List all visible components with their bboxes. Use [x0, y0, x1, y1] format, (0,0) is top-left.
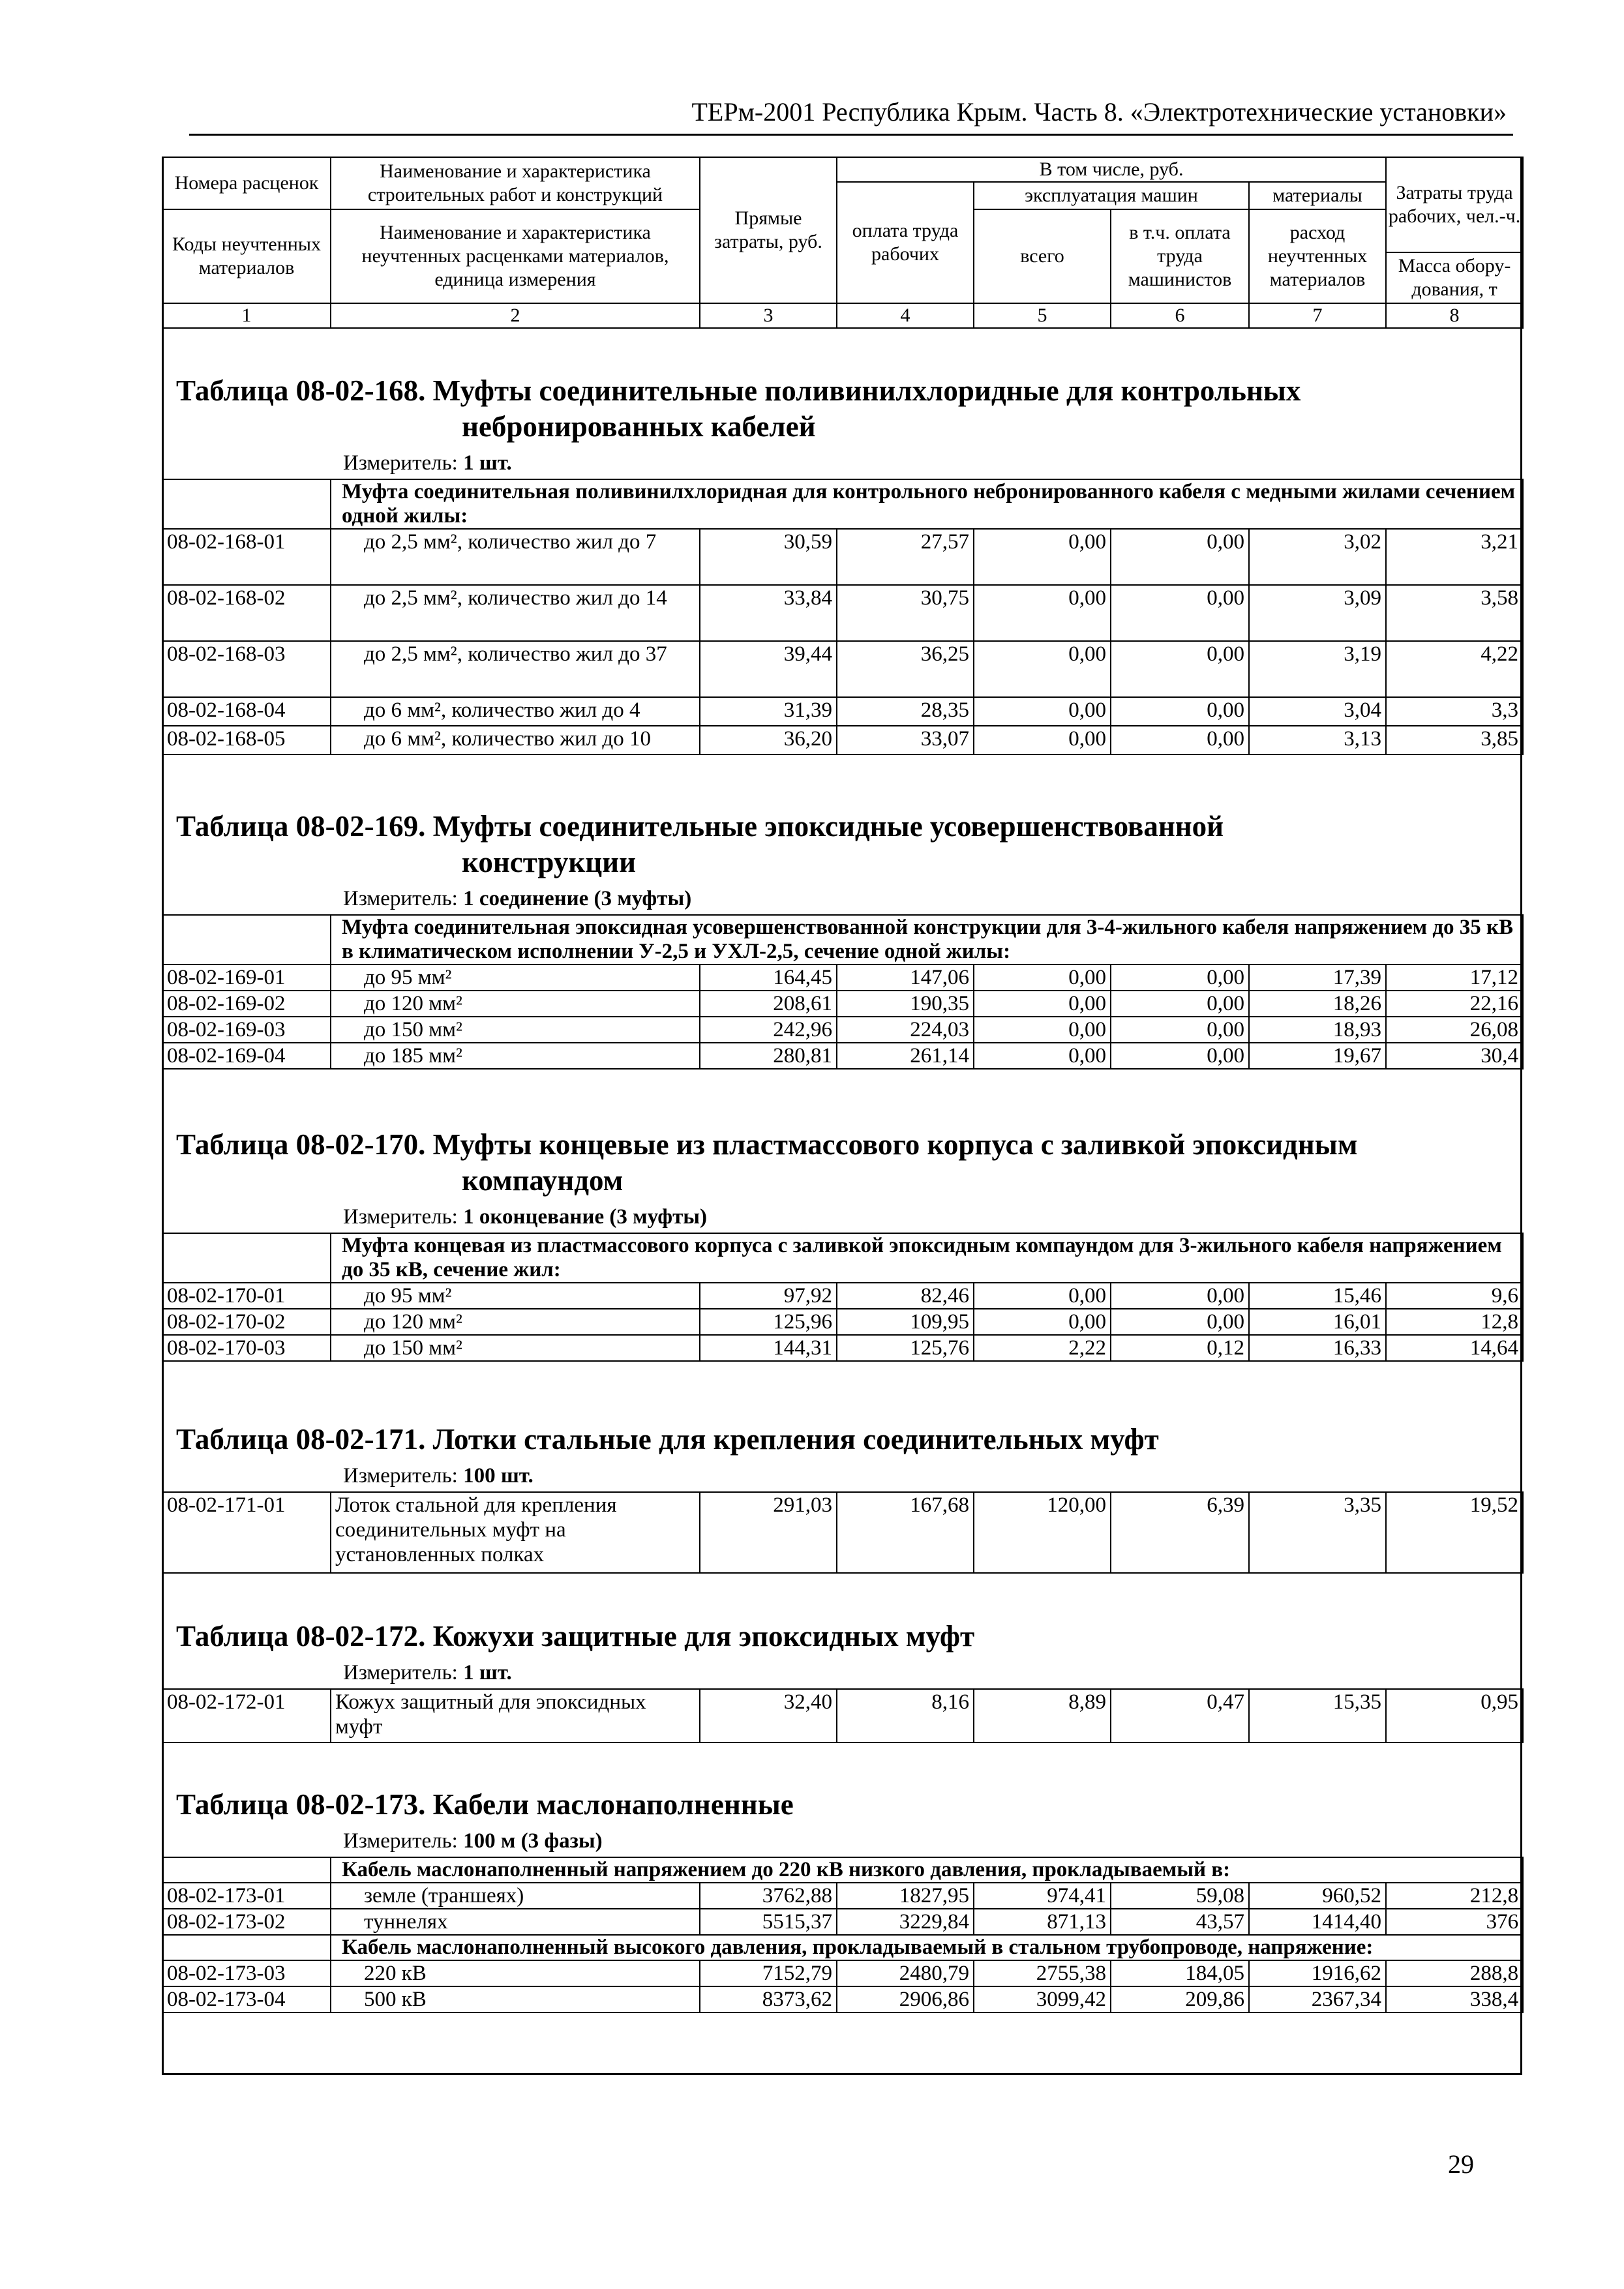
rate-name: до 2,5 мм², количество жил до 37: [331, 641, 700, 697]
col1-bottom-header: Коды неучтенных материалов: [162, 209, 331, 303]
rate-code: 08-02-168-03: [162, 641, 331, 697]
value-c5: 974,41: [974, 1883, 1111, 1909]
col-number: 5: [974, 303, 1111, 328]
rate-name: до 95 мм²: [331, 965, 700, 991]
rate-name: до 120 мм²: [331, 991, 700, 1017]
value-c3: 32,40: [700, 1689, 837, 1743]
measure-label: Измеритель:: [343, 1464, 458, 1488]
value-c7: 3,19: [1249, 641, 1386, 697]
value-c5: 0,00: [974, 1043, 1111, 1069]
value-c3: 164,45: [700, 965, 837, 991]
value-c3: 242,96: [700, 1017, 837, 1043]
section-title-continuation: конструкции: [462, 846, 637, 878]
value-c4: 82,46: [837, 1283, 974, 1309]
measure-label: Измеритель:: [343, 1661, 458, 1684]
measure-label: Измеритель:: [343, 1205, 458, 1229]
rate-name: до 6 мм², количество жил до 4: [331, 697, 700, 726]
table-section-168: [162, 373, 1522, 755]
value-c7: 3,13: [1249, 726, 1386, 755]
value-c8: 3,58: [1386, 585, 1523, 641]
value-c7: 16,33: [1249, 1335, 1386, 1361]
value-c6: 0,00: [1111, 1283, 1249, 1309]
value-c7: 15,35: [1249, 1689, 1386, 1743]
rates-table: [162, 1857, 1524, 2013]
table-section-170: [162, 1127, 1522, 1362]
value-c3: 3762,88: [700, 1883, 837, 1909]
value-c6: 0,00: [1111, 1043, 1249, 1069]
value-c6: 0,47: [1111, 1689, 1249, 1743]
measure-unit: [343, 886, 1522, 912]
rate-code: 08-02-170-03: [162, 1335, 331, 1361]
rate-code: 08-02-168-04: [162, 697, 331, 726]
section-title-text: Таблица 08-02-172. Кожухи защитные для эпоксидных муфт: [176, 1620, 975, 1653]
value-c4: 109,95: [837, 1309, 974, 1335]
value-c8: 14,64: [1386, 1335, 1523, 1361]
value-c6: 184,05: [1111, 1960, 1249, 1986]
value-c4: 2480,79: [837, 1960, 974, 1986]
table-row: [162, 1883, 1523, 1909]
table-row: [162, 1309, 1523, 1335]
rate-name: туннелях: [331, 1909, 700, 1935]
value-c4: 33,07: [837, 726, 974, 755]
value-c7: 15,46: [1249, 1283, 1386, 1309]
value-c8: 338,4: [1386, 1986, 1523, 2012]
value-c7: 16,01: [1249, 1309, 1386, 1335]
col8-top-header: Затраты труда рабочих, чел.-ч.: [1386, 157, 1523, 252]
table-row: [162, 697, 1523, 726]
value-c6: 0,00: [1111, 529, 1249, 585]
rates-table: [162, 914, 1524, 1070]
rate-name: до 120 мм²: [331, 1309, 700, 1335]
value-c3: 7152,79: [700, 1960, 837, 1986]
value-c8: 30,4: [1386, 1043, 1523, 1069]
value-c5: 0,00: [974, 641, 1111, 697]
rate-code: 08-02-168-01: [162, 529, 331, 585]
table-row: [162, 1960, 1523, 1986]
value-c5: 3099,42: [974, 1986, 1111, 2012]
value-c7: 960,52: [1249, 1883, 1386, 1909]
value-c8: 19,52: [1386, 1492, 1523, 1573]
value-c7: 2367,34: [1249, 1986, 1386, 2012]
group-row: [162, 1935, 1523, 1960]
value-c4: 125,76: [837, 1335, 974, 1361]
value-c6: 0,00: [1111, 1017, 1249, 1043]
section-title: [176, 373, 1522, 445]
rate-name: до 2,5 мм², количество жил до 14: [331, 585, 700, 641]
col2-top-header: Наименование и характеристика строительных работ и конструкций: [331, 157, 700, 209]
measure-unit: [343, 1660, 1522, 1686]
measure-value: 1 соединение (3 муфты): [463, 887, 692, 910]
value-c5: 8,89: [974, 1689, 1111, 1743]
table-row: [162, 1017, 1523, 1043]
table-row: [162, 991, 1523, 1017]
running-header: ТЕРм-2001 Республика Крым. Часть 8. «Электротехнические установки»: [691, 97, 1507, 127]
col7-header: расход неучтенных материалов: [1249, 209, 1386, 303]
value-c7: 3,09: [1249, 585, 1386, 641]
value-c4: 167,68: [837, 1492, 974, 1573]
measure-label: Измеритель:: [343, 451, 458, 475]
value-c6: 0,00: [1111, 697, 1249, 726]
table-section-169: [162, 809, 1522, 1070]
value-c7: 18,26: [1249, 991, 1386, 1017]
value-c6: 0,00: [1111, 965, 1249, 991]
table-row: [162, 726, 1523, 755]
measure-unit: [343, 1463, 1522, 1489]
value-c3: 36,20: [700, 726, 837, 755]
table-row: [162, 641, 1523, 697]
group-heading: Кабель маслонаполненный напряжением до 220 кВ низкого давления, прокладываемый в:: [331, 1857, 1523, 1883]
value-c8: 376: [1386, 1909, 1523, 1935]
value-c4: 27,57: [837, 529, 974, 585]
rates-table: [162, 479, 1524, 755]
value-c4: 28,35: [837, 697, 974, 726]
rate-name: до 150 мм²: [331, 1335, 700, 1361]
group-code-cell: [162, 1935, 331, 1960]
col6-header: в т.ч. оплата труда машинистов: [1111, 209, 1249, 303]
rate-code: 08-02-173-03: [162, 1960, 331, 1986]
section-title-text: Таблица 08-02-169. Муфты соединительные эпоксидные усовершенствованной: [176, 810, 1224, 843]
value-c3: 5515,37: [700, 1909, 837, 1935]
section-title: [176, 1619, 1522, 1654]
group-row: [162, 1857, 1523, 1883]
table-section-172: [162, 1619, 1522, 1743]
rate-code: 08-02-169-03: [162, 1017, 331, 1043]
table-row: [162, 529, 1523, 585]
column-header-table: [162, 157, 1524, 329]
value-c3: 125,96: [700, 1309, 837, 1335]
rate-code: 08-02-169-04: [162, 1043, 331, 1069]
value-c3: 39,44: [700, 641, 837, 697]
rate-name: 500 кВ: [331, 1986, 700, 2012]
measure-value: 1 шт.: [463, 451, 512, 475]
value-c4: 36,25: [837, 641, 974, 697]
section-title-text: Таблица 08-02-168. Муфты соединительные поливинилхлоридные для контрольных: [176, 374, 1301, 407]
section-title-text: Таблица 08-02-173. Кабели маслонаполненные: [176, 1788, 794, 1821]
value-c5: 0,00: [974, 726, 1111, 755]
col1-top-header: Номера расценок: [162, 157, 331, 209]
col-number: 8: [1386, 303, 1523, 328]
measure-unit: [343, 450, 1522, 476]
rate-code: 08-02-169-02: [162, 991, 331, 1017]
value-c7: 3,04: [1249, 697, 1386, 726]
group-row: [162, 915, 1523, 965]
rate-code: 08-02-173-02: [162, 1909, 331, 1935]
table-row: [162, 1335, 1523, 1361]
rate-name: Лоток стальной для крепления соединительных муфт на установленных полках: [331, 1492, 700, 1573]
col2-bottom-header: Наименование и характеристика неучтенных расценками материалов, единица измерения: [331, 209, 700, 303]
measure-value: 1 шт.: [463, 1661, 512, 1684]
rate-code: 08-02-173-01: [162, 1883, 331, 1909]
value-c3: 33,84: [700, 585, 837, 641]
table-row: [162, 585, 1523, 641]
table-row: [162, 1043, 1523, 1069]
value-c5: 2,22: [974, 1335, 1111, 1361]
rate-code: 08-02-172-01: [162, 1689, 331, 1743]
value-c5: 0,00: [974, 1283, 1111, 1309]
value-c3: 31,39: [700, 697, 837, 726]
value-c6: 6,39: [1111, 1492, 1249, 1573]
rate-code: 08-02-173-04: [162, 1986, 331, 2012]
measure-value: 1 оконцевание (3 муфты): [463, 1205, 708, 1229]
value-c5: 0,00: [974, 1017, 1111, 1043]
col4-header: оплата труда рабочих: [837, 182, 974, 303]
table-row: [162, 1986, 1523, 2012]
measure-unit: [343, 1204, 1522, 1230]
value-c8: 288,8: [1386, 1960, 1523, 1986]
value-c4: 8,16: [837, 1689, 974, 1743]
value-c6: 209,86: [1111, 1986, 1249, 2012]
value-c7: 17,39: [1249, 965, 1386, 991]
value-c5: 0,00: [974, 697, 1111, 726]
rates-table: [162, 1491, 1524, 1574]
col5-header: всего: [974, 209, 1111, 303]
value-c7: 3,35: [1249, 1492, 1386, 1573]
value-c8: 26,08: [1386, 1017, 1523, 1043]
value-c3: 144,31: [700, 1335, 837, 1361]
col-number: 2: [331, 303, 700, 328]
value-c3: 30,59: [700, 529, 837, 585]
rate-code: 08-02-170-02: [162, 1309, 331, 1335]
group-heading: Муфта концевая из пластмассового корпуса с заливкой эпоксидным компаундом для 3-жильного кабеля напряжением до 35 кВ, сечение жил:: [331, 1233, 1523, 1283]
value-c7: 3,02: [1249, 529, 1386, 585]
col-number: 6: [1111, 303, 1249, 328]
page-number: 29: [1448, 2149, 1474, 2179]
header-rule: [189, 134, 1513, 136]
col8-bottom-header: Масса обору-дования, т: [1386, 252, 1523, 303]
measure-value: 100 шт.: [463, 1464, 534, 1488]
value-c5: 0,00: [974, 991, 1111, 1017]
value-c4: 3229,84: [837, 1909, 974, 1935]
rate-code: 08-02-169-01: [162, 965, 331, 991]
value-c7: 1414,40: [1249, 1909, 1386, 1935]
rate-code: 08-02-170-01: [162, 1283, 331, 1309]
value-c5: 0,00: [974, 1309, 1111, 1335]
value-c6: 0,00: [1111, 726, 1249, 755]
materials-header: материалы: [1249, 182, 1386, 209]
value-c8: 212,8: [1386, 1883, 1523, 1909]
measure-value: 100 м (3 фазы): [463, 1829, 603, 1853]
group-code-cell: [162, 1233, 331, 1283]
col-number: 3: [700, 303, 837, 328]
value-c3: 291,03: [700, 1492, 837, 1573]
value-c7: 18,93: [1249, 1017, 1386, 1043]
measure-label: Измеритель:: [343, 887, 458, 910]
value-c7: 1916,62: [1249, 1960, 1386, 1986]
value-c5: 0,00: [974, 585, 1111, 641]
table-section-171: [162, 1422, 1522, 1574]
value-c4: 147,06: [837, 965, 974, 991]
table-section-173: [162, 1787, 1522, 2013]
table-row: [162, 1909, 1523, 1935]
section-title: [176, 1422, 1522, 1458]
rate-name: 220 кВ: [331, 1960, 700, 1986]
section-title-continuation: компаундом: [462, 1164, 624, 1197]
rate-code: 08-02-171-01: [162, 1492, 331, 1573]
col-number: 1: [162, 303, 331, 328]
value-c3: 8373,62: [700, 1986, 837, 2012]
incl-header: В том числе, руб.: [837, 157, 1386, 182]
rates-table: [162, 1688, 1524, 1743]
table-row: [162, 965, 1523, 991]
value-c5: 120,00: [974, 1492, 1111, 1573]
group-row: [162, 479, 1523, 529]
value-c6: 0,00: [1111, 991, 1249, 1017]
value-c5: 2755,38: [974, 1960, 1111, 1986]
table-row: [162, 1689, 1523, 1743]
value-c6: 0,00: [1111, 1309, 1249, 1335]
group-heading: Кабель маслонаполненный высокого давления, прокладываемый в стальном трубопроводе, напряжение:: [331, 1935, 1523, 1960]
rate-name: до 150 мм²: [331, 1017, 700, 1043]
value-c6: 0,00: [1111, 641, 1249, 697]
col-number: 4: [837, 303, 974, 328]
measure-label: Измеритель:: [343, 1829, 458, 1853]
rate-code: 08-02-168-05: [162, 726, 331, 755]
rate-name: до 185 мм²: [331, 1043, 700, 1069]
group-heading: Муфта соединительная эпоксидная усовершенствованной конструкции для 3-4-жильного кабеля напряжением до 35 кВ в климатическом исполнении У-2,5 и УХЛ-2,5, сечение одной жилы:: [331, 915, 1523, 965]
group-heading: Муфта соединительная поливинилхлоридная для контрольного небронированного кабеля с медными жилами сечением одной жилы:: [331, 479, 1523, 529]
section-title-text: Таблица 08-02-171. Лотки стальные для крепления соединительных муфт: [176, 1423, 1159, 1456]
value-c6: 59,08: [1111, 1883, 1249, 1909]
rate-name: до 2,5 мм², количество жил до 7: [331, 529, 700, 585]
rate-name: до 6 мм², количество жил до 10: [331, 726, 700, 755]
value-c8: 3,21: [1386, 529, 1523, 585]
value-c8: 4,22: [1386, 641, 1523, 697]
col-number: 7: [1249, 303, 1386, 328]
rates-table: [162, 1233, 1524, 1362]
value-c4: 1827,95: [837, 1883, 974, 1909]
value-c6: 0,12: [1111, 1335, 1249, 1361]
value-c4: 2906,86: [837, 1986, 974, 2012]
group-row: [162, 1233, 1523, 1283]
value-c5: 0,00: [974, 965, 1111, 991]
machines-header: эксплуатация машин: [974, 182, 1249, 209]
value-c8: 12,8: [1386, 1309, 1523, 1335]
value-c7: 19,67: [1249, 1043, 1386, 1069]
value-c8: 22,16: [1386, 991, 1523, 1017]
section-title-text: Таблица 08-02-170. Муфты концевые из пластмассового корпуса с заливкой эпоксидным: [176, 1128, 1358, 1161]
rate-name: до 95 мм²: [331, 1283, 700, 1309]
rate-code: 08-02-168-02: [162, 585, 331, 641]
value-c3: 97,92: [700, 1283, 837, 1309]
group-code-cell: [162, 479, 331, 529]
value-c4: 190,35: [837, 991, 974, 1017]
section-title: [176, 809, 1522, 880]
rate-name: Кожух защитный для эпоксидных муфт: [331, 1689, 700, 1743]
section-title: [176, 1787, 1522, 1823]
value-c6: 43,57: [1111, 1909, 1249, 1935]
group-code-cell: [162, 915, 331, 965]
value-c3: 280,81: [700, 1043, 837, 1069]
group-code-cell: [162, 1857, 331, 1883]
value-c8: 0,95: [1386, 1689, 1523, 1743]
value-c5: 871,13: [974, 1909, 1111, 1935]
value-c4: 224,03: [837, 1017, 974, 1043]
value-c8: 3,3: [1386, 697, 1523, 726]
section-title-continuation: небронированных кабелей: [462, 410, 816, 443]
value-c8: 3,85: [1386, 726, 1523, 755]
col3-header: Прямые затраты, руб.: [700, 157, 837, 303]
value-c4: 30,75: [837, 585, 974, 641]
value-c3: 208,61: [700, 991, 837, 1017]
value-c8: 17,12: [1386, 965, 1523, 991]
table-row: [162, 1492, 1523, 1573]
value-c5: 0,00: [974, 529, 1111, 585]
section-title: [176, 1127, 1522, 1199]
table-row: [162, 1283, 1523, 1309]
value-c8: 9,6: [1386, 1283, 1523, 1309]
value-c6: 0,00: [1111, 585, 1249, 641]
value-c4: 261,14: [837, 1043, 974, 1069]
rate-name: земле (траншеях): [331, 1883, 700, 1909]
measure-unit: [343, 1828, 1522, 1854]
